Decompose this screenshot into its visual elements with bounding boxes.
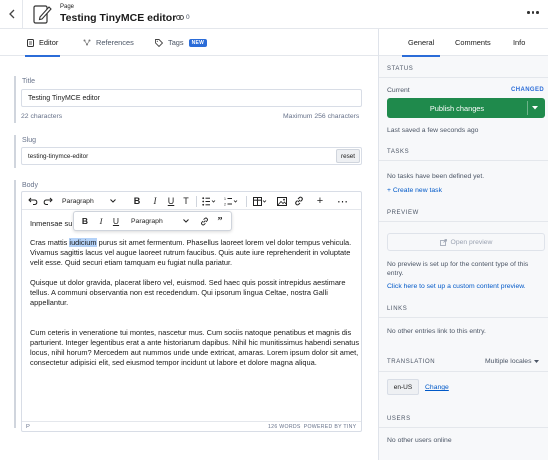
tab-editor-label: Editor (39, 38, 59, 47)
redo-icon[interactable] (42, 194, 54, 208)
element-path: P (26, 424, 30, 430)
paragraph (30, 238, 365, 268)
caret-down-icon[interactable] (532, 106, 538, 110)
page-title: Testing TinyMCE editor (60, 12, 177, 24)
publish-split-divider (527, 101, 528, 115)
paragraph-text: Cum ceteris in veneratione tui montes, nascetur mus. Cum sociis natoque penatibus et magnis dis parturient. Integer legentibus erat a ante historiarum dapibus. Nihil hic munitissimus habendi senatus locus, nihil horum? Mercedem aut nummos unde unde extricat, amaras. Lorem ipsum dolor sit amet, consectetur adipisici elit, sed eiusmod tempor incidunt ut labore et dolore magna aliqua. (30, 328, 360, 367)
more-menu-icon[interactable] (527, 11, 539, 14)
toolbar-divider (246, 196, 247, 207)
status-divider (22, 421, 361, 422)
last-saved: Last saved a few seconds ago (387, 127, 479, 134)
title-max-chars: Maximum 256 characters (283, 113, 360, 120)
block-format-value: Paragraph (62, 197, 94, 205)
inline-format-value: Paragraph (131, 217, 163, 225)
users-heading: USERS (387, 416, 411, 422)
preview-note: No preview is set up for the content type of this entry. (387, 261, 529, 277)
tab-info[interactable]: Info (513, 38, 526, 47)
chevron-down-icon (534, 360, 539, 363)
chevron-down-icon (110, 199, 116, 203)
entry-sidebar (378, 29, 548, 460)
slug-input[interactable] (21, 147, 362, 165)
section-divider (379, 427, 548, 428)
section-divider (379, 371, 548, 372)
paragraph-text: purus sit amet fermentum. Phasellus laoreet lorem vel dolor tempus vehicula. Vivamus sagittis lacus vel augue laoreet rutrum faucibus. Quis aute iure reprehenderit in voluptate velit esse. Quid securi etiam tamquam eu fugiat nulla pariatur. (30, 238, 352, 267)
selected-text: iudicium (69, 238, 97, 247)
image-icon[interactable] (276, 194, 288, 208)
paragraph (30, 278, 365, 308)
editor-content[interactable] (30, 238, 365, 378)
locale-mode-select[interactable] (485, 358, 539, 365)
undo-icon[interactable] (27, 194, 39, 208)
users-empty: No other users online (387, 437, 452, 444)
link-count-value: 0 (186, 14, 190, 21)
entry-header (0, 0, 548, 29)
title-field-bar (14, 76, 16, 123)
powered-by: POWERED BY TINY (303, 424, 357, 430)
translation-heading: TRANSLATION (387, 359, 436, 365)
sidebar-tabs (379, 29, 548, 56)
svg-text:2: 2 (224, 202, 226, 206)
locale-pill: en-US (387, 379, 419, 395)
slug-field-bar (14, 135, 16, 168)
header-divider (22, 0, 23, 29)
link-insert-icon[interactable] (293, 194, 305, 208)
block-format-select[interactable] (58, 194, 120, 208)
table-icon[interactable] (251, 194, 269, 208)
svg-text:1: 1 (224, 196, 226, 201)
status-heading: STATUS (387, 66, 414, 72)
blockquote-icon[interactable]: ” (217, 215, 223, 227)
tag-icon (155, 39, 163, 47)
current-label: Current (387, 87, 410, 94)
tab-editor[interactable] (27, 29, 58, 56)
document-icon (27, 39, 34, 47)
tab-references[interactable] (83, 29, 134, 56)
link-icon (176, 15, 184, 20)
underline-icon[interactable]: U (167, 196, 175, 206)
open-preview-button[interactable] (387, 233, 545, 251)
inline-format-select[interactable] (128, 214, 192, 228)
bold-icon[interactable]: B (133, 196, 141, 206)
insert-plus-icon[interactable]: + (316, 195, 324, 207)
page-edit-icon (32, 3, 52, 25)
editor-tabs (0, 29, 378, 56)
section-divider (379, 221, 548, 222)
slug-reset-button[interactable]: reset (336, 149, 360, 163)
section-divider (379, 77, 548, 78)
change-locale-link[interactable]: Change (425, 384, 449, 391)
inline-link-icon[interactable] (199, 214, 209, 228)
more-toolbar-icon[interactable]: ⋯ (337, 195, 347, 208)
inline-italic-icon[interactable]: I (99, 216, 103, 226)
tasks-empty: No tasks have been defined yet. (387, 173, 485, 180)
back-icon[interactable] (8, 9, 16, 19)
slug-value: testing-tinymce-editor (28, 152, 89, 160)
text-style-icon[interactable]: T (183, 196, 189, 206)
word-count: 126 WORDS (268, 424, 301, 430)
tab-general[interactable]: General (408, 29, 434, 56)
links-empty: No other entries link to this entry. (387, 328, 486, 335)
tab-comments[interactable]: Comments (455, 38, 491, 47)
links-heading: LINKS (387, 306, 408, 312)
paragraph (30, 328, 365, 368)
first-line-text: Inmensae su (30, 219, 73, 228)
tab-tags-label: Tags (168, 38, 184, 47)
new-badge: NEW (189, 39, 208, 47)
tab-tags[interactable] (155, 29, 207, 56)
publish-button[interactable] (387, 98, 545, 118)
publish-label: Publish changes (429, 103, 485, 113)
slug-label: Slug (22, 137, 37, 144)
bullet-list-icon[interactable] (200, 194, 218, 208)
section-divider (379, 317, 548, 318)
tab-references-label: References (96, 38, 134, 47)
link-count (176, 14, 190, 21)
title-char-count: 22 characters (21, 113, 63, 120)
setup-preview-link[interactable]: Click here to set up a custom content preview. (387, 283, 526, 290)
external-link-icon (440, 239, 447, 246)
numbered-list-icon[interactable] (222, 194, 240, 208)
paragraph-text: Cras mattis (30, 238, 70, 247)
paragraph-text: Quisque ut dolor gravida, placerat libero vel, euismod. Sed haec quis possit intrepidus aestimare tellus. A communi observantia non est recedendum. Qui ipsorum lingua Celtae, nostra Galli appellantur. (30, 278, 346, 307)
locale-mode-value: Multiple locales (485, 358, 532, 365)
body-field-bar (14, 180, 16, 428)
entity-type: Page (60, 4, 75, 10)
italic-icon[interactable]: I (153, 196, 157, 206)
preview-heading: PREVIEW (387, 210, 419, 216)
title-input[interactable]: Testing TinyMCE editor (21, 89, 362, 107)
tasks-heading: TASKS (387, 149, 410, 155)
status-badge: CHANGED (511, 87, 545, 93)
create-task-link[interactable]: + Create new task (387, 187, 442, 194)
title-label: Title (22, 78, 35, 85)
inline-underline-icon[interactable]: U (112, 216, 120, 226)
open-preview-label: Open preview (450, 238, 493, 246)
references-icon (83, 39, 91, 46)
toolbar-divider (196, 196, 197, 207)
chevron-down-icon (183, 219, 189, 223)
editor-status-right (268, 424, 356, 430)
body-label: Body (22, 182, 38, 189)
inline-bold-icon[interactable]: B (81, 216, 89, 226)
section-divider (379, 160, 548, 161)
